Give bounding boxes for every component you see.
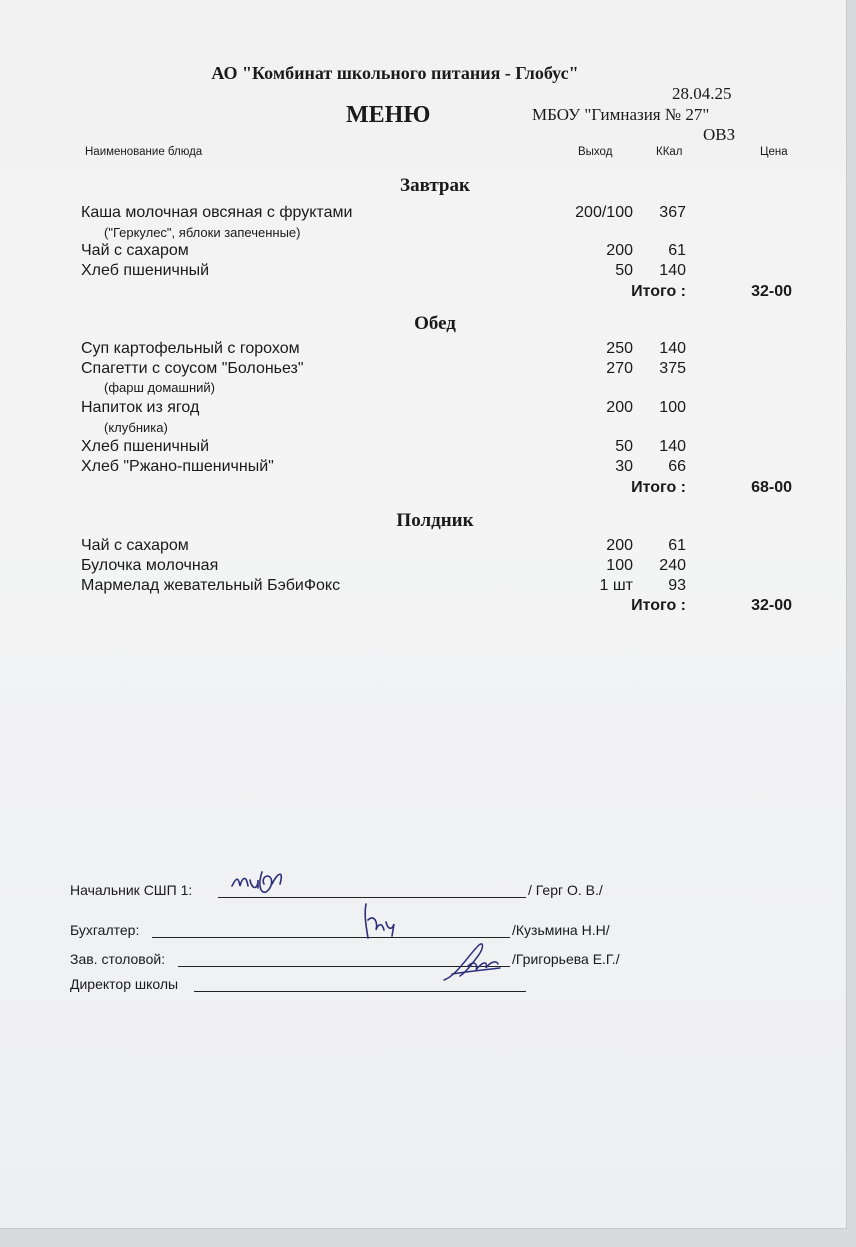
column-header-kcal: ККал <box>656 146 683 158</box>
organization-title: АО "Комбинат школьного питания - Глобус" <box>211 63 579 83</box>
dish-output: 50 <box>615 438 633 455</box>
dish-output: 270 <box>606 360 633 377</box>
dish-kcal: 93 <box>668 577 686 594</box>
dish-name: Хлеб пшеничный <box>81 438 210 455</box>
signature-line <box>194 991 526 992</box>
dish-output: 1 шт <box>599 577 633 594</box>
column-header-price: Цена <box>760 146 788 158</box>
dish-note: (фарш домашний) <box>104 380 215 395</box>
page-title: МЕНЮ <box>346 102 431 128</box>
dish-kcal: 61 <box>668 537 686 554</box>
dish-kcal: 140 <box>659 262 686 279</box>
dish-kcal: 140 <box>659 340 686 357</box>
total-label: Итого : <box>631 283 686 300</box>
dish-kcal: 140 <box>659 438 686 455</box>
signature-role: Начальник СШП 1: <box>70 882 193 898</box>
section-title-lunch: Обед <box>414 313 456 334</box>
section-title-snack: Полдник <box>396 510 474 531</box>
dish-name: Хлеб пшеничный <box>81 262 210 279</box>
total-price: 68-00 <box>751 479 792 496</box>
column-header-name: Наименование блюда <box>85 146 203 158</box>
total-label: Итого : <box>631 597 686 614</box>
dish-output: 100 <box>606 557 633 574</box>
dish-kcal: 367 <box>659 204 686 221</box>
dish-name: Напиток из ягод <box>81 399 200 416</box>
signature-role: Зав. столовой: <box>70 951 166 967</box>
dish-name: Булочка молочная <box>81 557 219 574</box>
dish-name: Спагетти с соусом "Болоньез" <box>81 360 304 377</box>
signature-name: /Григорьева Е.Г./ <box>512 951 620 967</box>
dish-name: Суп картофельный с горохом <box>81 340 300 357</box>
dish-note: ("Геркулес", яблоки запеченные) <box>104 225 301 240</box>
total-price: 32-00 <box>751 283 792 300</box>
signature-name: / Герг О. В./ <box>528 882 603 898</box>
dish-name: Чай с сахаром <box>81 242 189 259</box>
total-price: 32-00 <box>751 597 792 614</box>
dish-output: 250 <box>606 340 633 357</box>
total-label: Итого : <box>631 479 686 496</box>
dish-output: 30 <box>615 458 633 475</box>
dish-kcal: 61 <box>668 242 686 259</box>
dish-kcal: 100 <box>659 399 686 416</box>
menu-date: 28.04.25 <box>672 84 732 103</box>
handwritten-signature <box>438 936 504 984</box>
handwritten-signature <box>352 900 402 944</box>
dish-kcal: 240 <box>659 557 686 574</box>
signature-name: /Кузьмина Н.Н/ <box>512 922 610 938</box>
dish-output: 50 <box>615 262 633 279</box>
dish-kcal: 66 <box>668 458 686 475</box>
section-title-breakfast: Завтрак <box>400 175 470 196</box>
category-label: ОВЗ <box>703 125 736 144</box>
signature-role: Бухгалтер: <box>70 922 140 938</box>
dish-output: 200 <box>606 242 633 259</box>
dish-output: 200 <box>606 399 633 416</box>
dish-name: Каша молочная овсяная с фруктами <box>81 204 353 221</box>
dish-name: Чай с сахаром <box>81 537 189 554</box>
handwritten-signature <box>228 864 288 900</box>
dish-name: Мармелад жевательный БэбиФокс <box>81 577 341 594</box>
dish-kcal: 375 <box>659 360 686 377</box>
dish-note: (клубника) <box>104 420 168 435</box>
signature-role: Директор школы <box>70 976 179 992</box>
school-name: МБОУ "Гимназия № 27" <box>532 105 710 124</box>
dish-name: Хлеб "Ржано-пшеничный" <box>81 458 274 475</box>
dish-output: 200/100 <box>575 204 633 221</box>
dish-output: 200 <box>606 537 633 554</box>
column-header-output: Выход <box>578 146 613 158</box>
